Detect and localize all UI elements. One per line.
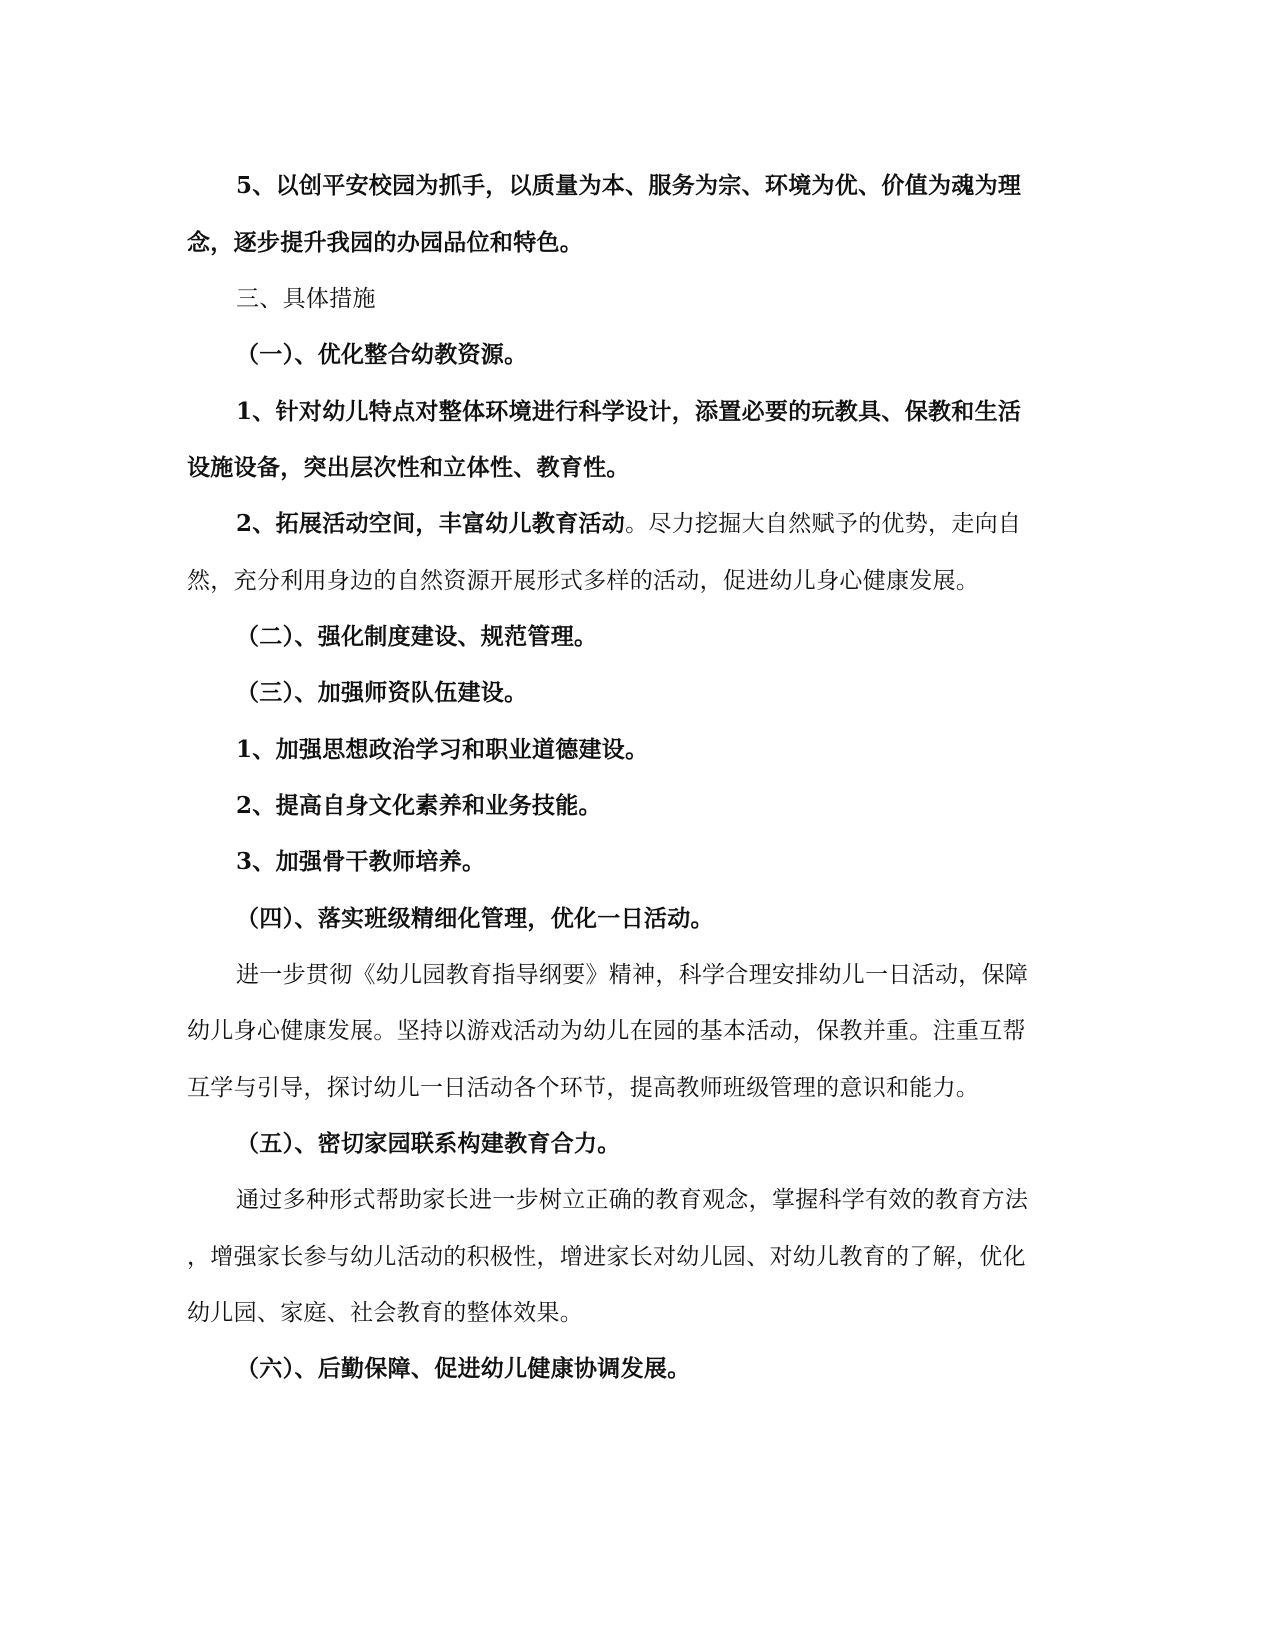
subsection-heading: （四）、落实班级精细化管理，优化一日活动。 <box>236 905 714 932</box>
subsection-heading: （二）、强化制度建设、规范管理。 <box>236 623 598 650</box>
paragraph-line: 5、以创平安校园为抓手，以质量为本、服务为宗、环境为优、价值为魂为理 <box>236 172 1022 199</box>
paragraph-line: 进一步贯彻《幼儿园教育指导纲要》精神，科学合理安排幼儿一日活动，保障 <box>236 962 1029 988</box>
list-item: 1、加强思想政治学习和职业道德建设。 <box>236 736 649 763</box>
paragraph-line: 然，充分利用身边的自然资源开展形式多样的活动，促进幼儿身心健康发展。 <box>187 568 980 594</box>
subsection-heading: （一）、优化整合幼教资源。 <box>236 341 528 368</box>
paragraph-lead: 2、拓展活动空间，丰富幼儿教育活动 <box>236 510 626 537</box>
paragraph-line <box>236 509 1021 539</box>
paragraph-line: 互学与引导，探讨幼儿一日活动各个环节，提高教师班级管理的意识和能力。 <box>187 1075 980 1101</box>
paragraph-rest: 。尽力挖掘大自然赋予的优势，走向自 <box>625 511 1022 537</box>
list-item: 3、加强骨干教师培养。 <box>236 848 486 875</box>
section-heading: 三、具体措施 <box>236 286 376 312</box>
paragraph-line: 设施设备，突出层次性和立体性、教育性。 <box>187 454 630 481</box>
paragraph-line: 念，逐步提升我园的办园品位和特色。 <box>187 229 584 256</box>
paragraph-line: 通过多种形式帮助家长进一步树立正确的教育观念，掌握科学有效的教育方法 <box>236 1187 1029 1213</box>
subsection-heading: （五）、密切家园联系构建教育合力。 <box>236 1130 621 1157</box>
list-item: 2、提高自身文化素养和业务技能。 <box>236 792 602 819</box>
subsection-heading: （三）、加强师资队伍建设。 <box>236 679 528 706</box>
paragraph-line: 1、针对幼儿特点对整体环境进行科学设计，添置必要的玩教具、保教和生活 <box>236 398 1022 425</box>
subsection-heading: （六）、后勤保障、促进幼儿健康协调发展。 <box>236 1355 691 1382</box>
paragraph-line: 幼儿园、家庭、社会教育的整体效果。 <box>187 1300 584 1326</box>
paragraph-line: ，增强家长参与幼儿活动的积极性，增进家长对幼儿园、对幼儿教育的了解，优化 <box>187 1244 1026 1270</box>
paragraph-line: 幼儿身心健康发展。坚持以游戏活动为幼儿在园的基本活动，保教并重。注重互帮 <box>187 1018 1026 1044</box>
